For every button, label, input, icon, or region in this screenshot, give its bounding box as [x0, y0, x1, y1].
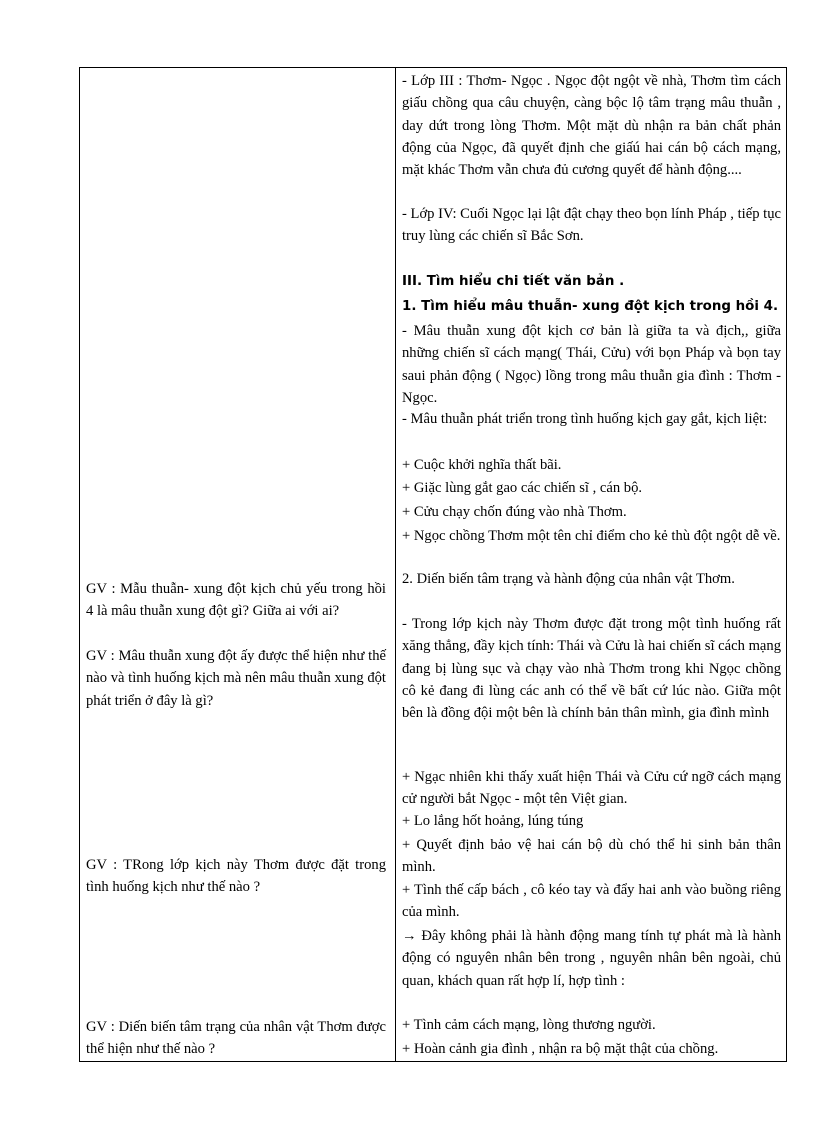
bullet-8: + Tình thế cấp bách , cô kéo tay và đẩy hai anh vào buồng riêng của mình.: [402, 882, 781, 921]
development-paragraph: - Mâu thuẫn phát triển trong tình huống kịch gay gắt, kịch liệt:: [402, 411, 768, 427]
bullet-10: + Hoàn cảnh gia đình , nhận ra bộ mặt thật của chồng.: [402, 1041, 719, 1057]
bullet-4: + Ngọc chồng Thơm một tên chỉ điểm cho kẻ thù đột ngột dễ về.: [402, 528, 781, 544]
bullet-6: + Lo lắng hốt hoảng, lúng túng: [402, 813, 584, 829]
bullet-2: + Giặc lùng gắt gao các chiến sĩ , cán bộ.: [402, 480, 643, 496]
question-2: GV : Mâu thuẫn xung đột ấy được thể hiện như thế nào và tình huống kịch mà nên mâu thuẫn xung đột phát triển ở đây là gì?: [86, 648, 386, 709]
scene-4-summary: - Lớp IV: Cuối Ngọc lại lật đật chạy theo bọn lính Pháp , tiếp tục truy lùng các chiến sĩ Bắc Sơn.: [402, 206, 781, 245]
bullet-3: + Cửu chạy chốn đúng vào nhà Thơm.: [402, 504, 627, 520]
subsection-heading-1: 1. Tìm hiểu mâu thuẫn- xung đột kịch trong hồi 4.: [402, 299, 779, 314]
bullet-9: + Tình cảm cách mạng, lòng thương người.: [402, 1017, 656, 1033]
question-4: GV : Diến biến tâm trạng của nhân vật Thơm được thể hiện như thế nào ?: [86, 1019, 386, 1058]
conclusion-paragraph: → Đây không phải là hành động mang tính tự phát mà là hành động có nguyên nhân bên trong , nguyên nhân bên ngoài, chủ quan, khách quan rất hợp lí, hợp tình :: [402, 928, 781, 989]
content-column: [396, 68, 786, 1061]
scene-3-summary: - Lớp III : Thơm- Ngọc . Ngọc đột ngột về nhà, Thơm tìm cách giấu chồng qua câu chuyện, càng bộc lộ tâm trạng mâu thuẫn , day dứt trong lòng Thơm. Một mặt dù nhận ra bản chất phản động của Ngọc, đã quyết định che giấú hai cán bộ cách mạng, mặt khác Thơm vẫn chưa đủ cương quyết để hành động....: [402, 73, 781, 179]
question-3: GV : TRong lớp kịch này Thơm được đặt trong tình huống kịch như thế nào ?: [86, 857, 386, 896]
situation-paragraph: - Trong lớp kịch này Thơm được đặt trong một tình huống rất xăng thẳng, đầy kịch tính: Thái và Cửu là hai chiến sĩ cách mạng đang bị lùng sục và chạy vào nhà Thơm trong khi Ngọc chồng cô kẻ đang đi lùng các anh có thể về bất cứ lúc nào. Giữa một bên là đồng đội một bên là chính bản thân mình, gia đình mình: [402, 616, 781, 722]
teacher-questions-column: [80, 68, 396, 1061]
section-heading: III. Tìm hiểu chi tiết văn bản .: [402, 274, 625, 289]
conflict-paragraph: - Mâu thuẫn xung đột kịch cơ bản là giữa ta và địch,, giữa những chiến sĩ cách mạng( Thái, Cửu) với bọn Pháp và bọn tay saui phản động ( Ngọc) lồng trong mâu thuẫn gia đình : Thơm - Ngọc.: [402, 323, 781, 406]
bullet-7: + Quyết định bảo vệ hai cán bộ dù chó thể hi sinh bản thân mình.: [402, 837, 781, 876]
question-1: GV : Mẫu thuẫn- xung đột kịch chủ yếu trong hồi 4 là mâu thuẫn xung đột gì? Giữa ai với ai?: [86, 581, 386, 620]
bullet-5: + Ngạc nhiên khi thấy xuất hiện Thái và Cửu cứ ngỡ cách mạng cử người bắt Ngọc - một tên Việt gian.: [402, 769, 781, 808]
bullet-1: + Cuộc khởi nghĩa thất bãi.: [402, 457, 562, 473]
lesson-table: [79, 67, 787, 1062]
subsection-heading-2: 2. Diến biến tâm trạng và hành động của nhân vật Thơm.: [402, 571, 735, 587]
